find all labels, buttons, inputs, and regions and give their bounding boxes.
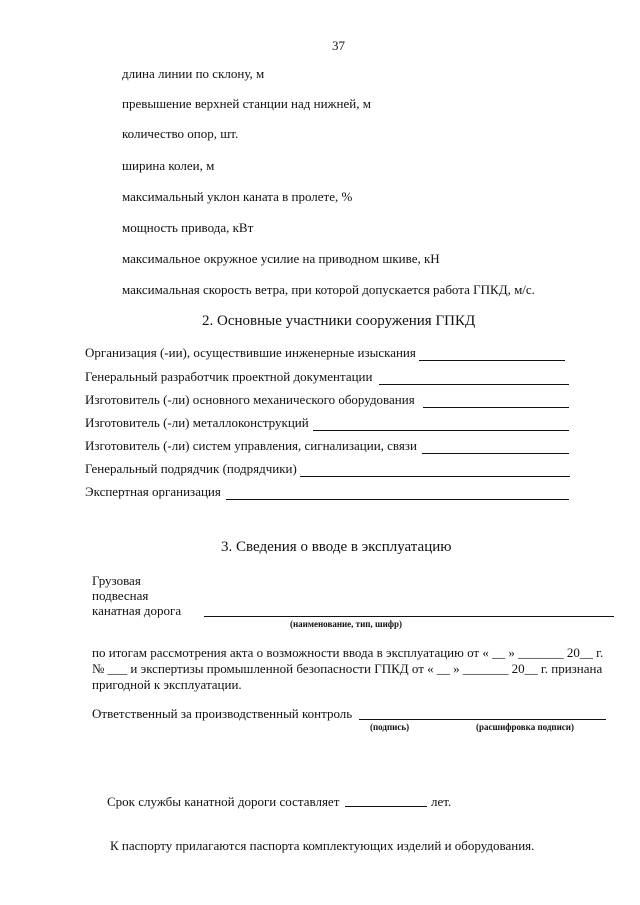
characteristic-item: превышение верхней станции над нижней, м xyxy=(122,96,371,111)
road-name-fill-line[interactable] xyxy=(204,616,614,617)
participant-label: Организация (-ии), осуществившие инженерные изыскания xyxy=(85,345,416,360)
participant-label: Изготовитель (-ли) основного механического оборудования xyxy=(85,392,415,407)
characteristic-item: максимальное окружное усилие на приводном шкиве, кН xyxy=(122,251,440,266)
road-label-line: подвесная xyxy=(92,588,149,603)
service-life-label: Срок службы канатной дороги составляет xyxy=(107,794,340,809)
road-label-line: Грузовая xyxy=(92,573,141,588)
section3-title: 3. Сведения о вводе в эксплуатацию xyxy=(221,539,452,555)
responsible-label: Ответственный за производственный контроль xyxy=(92,706,353,721)
participant-fill-line[interactable] xyxy=(422,453,569,454)
decoding-caption: (расшифровка подписи) xyxy=(476,722,574,732)
participant-label: Изготовитель (-ли) систем управления, сигнализации, связи xyxy=(85,438,417,453)
commissioning-paragraph-line: № ___ и экспертизы промышленной безопасности ГПКД от « __ » _______ 20__ г. признана xyxy=(92,661,603,676)
characteristic-item: максимальный уклон каната в пролете, % xyxy=(122,189,353,204)
characteristic-item: максимальная скорость ветра, при которой допускается работа ГПКД, м/с. xyxy=(122,282,535,297)
characteristic-item: ширина колеи, м xyxy=(122,158,215,173)
participant-label: Изготовитель (-ли) металлоконструкций xyxy=(85,415,309,430)
road-name-caption: (наименование, тип, шифр) xyxy=(290,619,402,629)
participant-label: Генеральный подрядчик (подрядчики) xyxy=(85,461,297,476)
participant-fill-line[interactable] xyxy=(300,476,570,477)
participant-fill-line[interactable] xyxy=(419,360,565,361)
participant-fill-line[interactable] xyxy=(313,430,569,431)
participant-fill-line[interactable] xyxy=(423,407,569,408)
participant-fill-line[interactable] xyxy=(379,384,569,385)
road-label-line: канатная дорога xyxy=(92,603,182,618)
page-number: 37 xyxy=(332,38,345,53)
characteristic-item: мощность привода, кВт xyxy=(122,220,254,235)
characteristic-item: длина линии по склону, м xyxy=(122,66,265,81)
participant-label: Генеральный разработчик проектной документации xyxy=(85,369,373,384)
signature-caption: (подпись) xyxy=(370,722,410,732)
service-life-fill-line[interactable] xyxy=(345,806,427,807)
participant-label: Экспертная организация xyxy=(85,484,221,499)
section2-title: 2. Основные участники сооружения ГПКД xyxy=(202,313,476,329)
responsible-fill-line[interactable] xyxy=(359,719,606,720)
commissioning-paragraph-line: по итогам рассмотрения акта о возможности ввода в эксплуатацию от « __ » _______ 20__ г. xyxy=(92,645,604,660)
characteristic-item: количество опор, шт. xyxy=(122,126,239,141)
participant-fill-line[interactable] xyxy=(226,499,569,500)
service-life-unit: лет. xyxy=(431,794,452,809)
commissioning-paragraph-line: пригодной к эксплуатации. xyxy=(92,677,242,692)
attachment-note: К паспорту прилагаются паспорта комплектующих изделий и оборудования. xyxy=(110,838,535,853)
